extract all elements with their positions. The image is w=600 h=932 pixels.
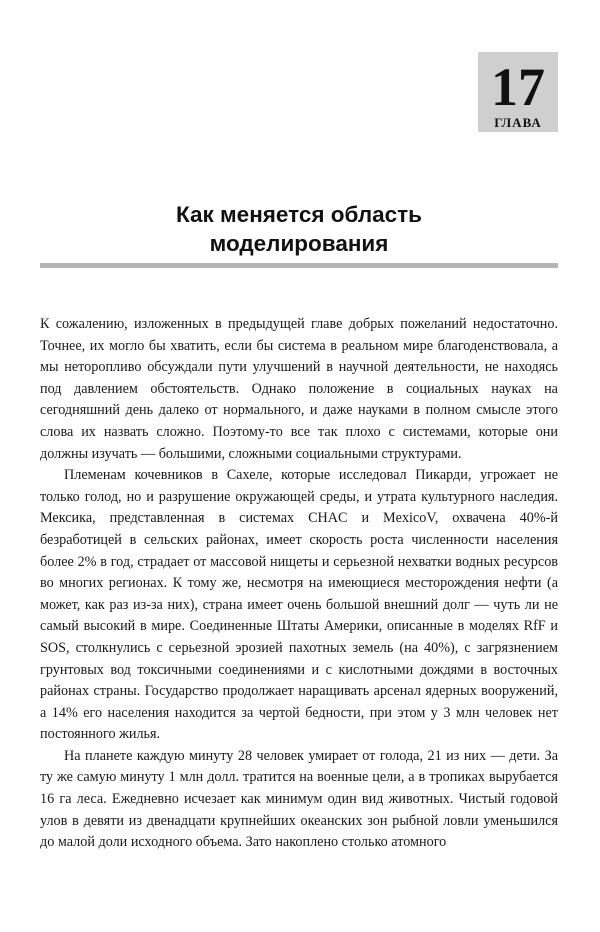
paragraph-1: К сожалению, изложенных в предыдущей главе добрых пожеланий недостаточно. Точнее, их могло бы хватить, если бы система в реальном мире благоденствовала, а мы неторопливо обсуждали пути улучшений в научной деятельности, не находясь под давлением обстоятельств. Однако положение в социальных науках на сегодняшний день далеко от нормального, и даже науками в полном смысле этого слова их назвать сложно. Поэтому-то все так плохо с системами, которые они должны изучать — большими, сложными социальными структурами. (40, 316, 558, 462)
chapter-label: ГЛАВА (494, 115, 542, 130)
chapter-title-line-1: Как меняется область (176, 202, 422, 227)
chapter-title (40, 200, 558, 258)
paragraph-2: Племенам кочевников в Сахеле, которые исследовал Пикарди, угрожает не только голод, но и разрушение окружающей среды, и утрата культурного наследия. Мексика, представленная в системах CHAC и MexicoV, охвачена 40%-й безработицей в сельских районах, имеет скорость роста численности населения более 2% в год, страдает от массовой нищеты и серьезной нехватки водных ресурсов во многих регионах. К тому же, несмотря на имеющиеся месторождения нефти (а может, как раз из-за них), страна имеет очень большой внешний долг — чуть ли не самый высокий в мире. Соединенные Штаты Америки, описанные в моделях RfF и SOS, столкнулись с серьезной эрозией пахотных земель (на 40%), с загрязнением грунтовых вод токсичными соединениями и с кислотными дождями в восточных районах страны. Государство продолжает наращивать арсенал ядерных вооружений, а 14% его населения находится за чертой бедности, при этом у 3 млн человек нет постоянного жилья. (40, 467, 558, 743)
chapter-number: 17 (491, 57, 545, 117)
body-text (40, 314, 558, 854)
title-divider (40, 263, 558, 268)
chapter-title-line-2: моделирования (209, 231, 389, 256)
paragraph-3: На планете каждую минуту 28 человек умирает от голода, 21 из них — дети. За ту же самую минуту 1 млн долл. тратится на военные цели, а в тропиках вырубается 16 га леса. Ежедневно исчезает как минимум один вид животных. Чистый годовой улов в девяти из двенадцати крупнейших океанских зон рыбной ловли уменьшился до малой доли исходного объема. Зато накоплено столько атомного (40, 747, 558, 851)
chapter-badge (478, 52, 558, 132)
